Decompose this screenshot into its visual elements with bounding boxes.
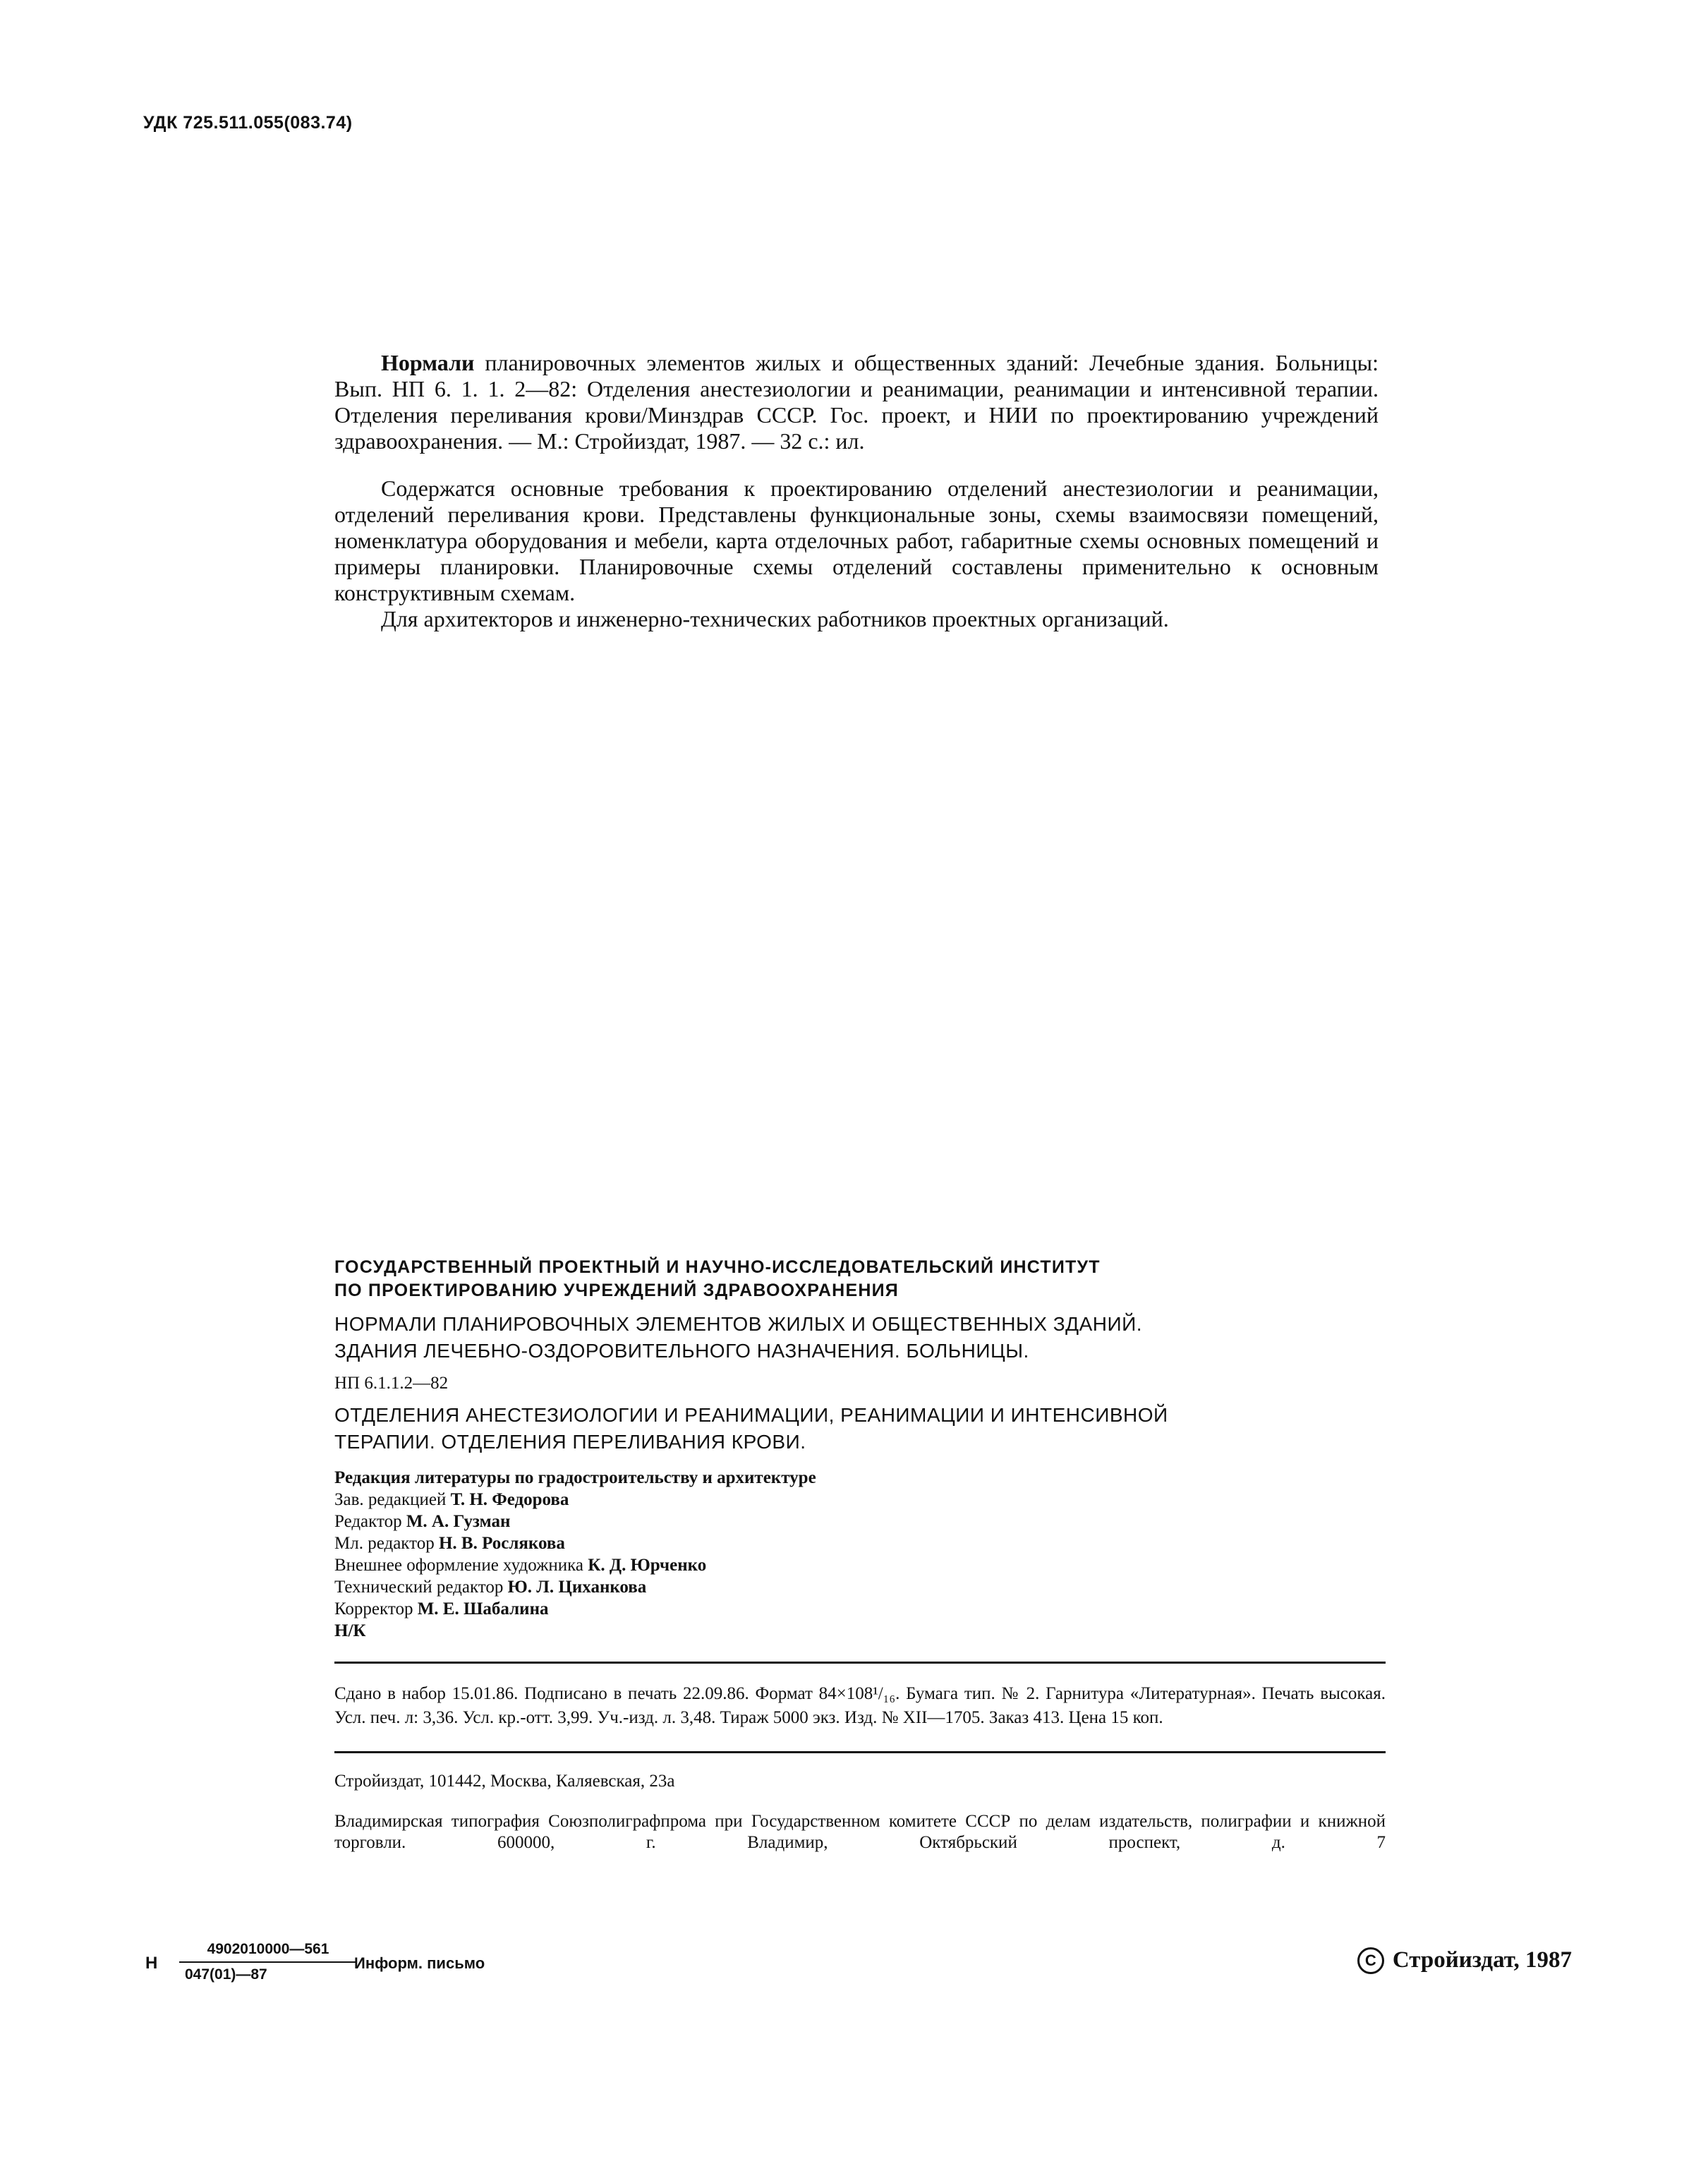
credit-name: М. Е. Шабалина: [417, 1599, 549, 1619]
print-details: Сдано в набор 15.01.86. Подписано в печать 22.09.86. Формат 84×108¹/₁₆. Бумага тип. № 2. Гарнитура «Литературная». Печать высокая. Усл. печ. л: 3,36. Усл. кр.-отт. 3,99. Уч.-изд. л. 3,48. Тираж 5000 экз. Изд. № XII—1705. Заказ 413. Цена 15 коп.: [334, 1684, 1386, 1727]
index-numerator: 4902010000—561: [207, 1941, 329, 1957]
divider: [334, 1751, 1386, 1753]
institute-name-line-2: ПО ПРОЕКТИРОВАНИЮ УЧРЕЖДЕНИЙ ЗДРАВООХРАНЕНИЯ: [334, 1281, 899, 1300]
series-title-line-2: ЗДАНИЯ ЛЕЧЕБНО-ОЗДОРОВИТЕЛЬНОГО НАЗНАЧЕНИЯ. БОЛЬНИЦЫ.: [334, 1340, 1029, 1362]
index-letter: Н: [145, 1954, 158, 1973]
credit-row: [334, 1532, 1386, 1554]
credits-list: [334, 1467, 1386, 1642]
norm-code: НП 6.1.1.2—82: [334, 1374, 449, 1393]
citation-lead-word: Нормали: [381, 350, 475, 375]
institute-name-line-1: ГОСУДАРСТВЕННЫЙ ПРОЕКТНЫЙ И НАУЧНО-ИССЛЕДОВАТЕЛЬСКИЙ ИНСТИТУТ: [334, 1257, 1101, 1277]
credit-row: [334, 1576, 1386, 1598]
copyright-text: Стройиздат, 1987: [1392, 1947, 1572, 1973]
credit-row: [334, 1554, 1386, 1576]
credit-role: Мл. редактор: [334, 1534, 435, 1553]
section-title-line-2: ТЕРАПИИ. ОТДЕЛЕНИЯ ПЕРЕЛИВАНИЯ КРОВИ.: [334, 1431, 806, 1453]
credit-role: Зав. редакцией: [334, 1490, 447, 1509]
credit-role: Редактор: [334, 1512, 402, 1531]
credit-row: [334, 1489, 1386, 1511]
section-title-line-1: ОТДЕЛЕНИЯ АНЕСТЕЗИОЛОГИИ И РЕАНИМАЦИИ, РЕАНИМАЦИИ И ИНТЕНСИВНОЙ: [334, 1404, 1168, 1426]
credit-row: [334, 1598, 1386, 1620]
index-fraction: [179, 1939, 357, 1985]
editorial-office: Редакция литературы по градостроительству и архитектуре: [334, 1468, 816, 1487]
credit-role: Корректор: [334, 1599, 413, 1619]
bibliographic-citation: [334, 350, 1379, 454]
imprint-block: [334, 1256, 1386, 1853]
credit-name: К. Д. Юрченко: [588, 1556, 707, 1575]
divider: [334, 1662, 1386, 1664]
credit-name: М. А. Гузман: [406, 1512, 511, 1531]
credit-role: Внешнее оформление художника: [334, 1556, 584, 1575]
copyright-icon: C: [1357, 1947, 1384, 1974]
fraction-bar: [179, 1961, 357, 1963]
printing-house: Владимирская типография Союзполиграфпрома при Государственном комитете СССР по делам издательств, полиграфии и книжной торговли. 600000, г. Владимир, Октябрьский проспект, д. 7: [334, 1812, 1386, 1852]
credit-name: Н. В. Рослякова: [438, 1534, 565, 1553]
credit-row: [334, 1511, 1386, 1532]
udk-code: УДК 725.511.055(083.74): [143, 113, 353, 133]
audience-paragraph: Для архитекторов и инженерно-технических работников проектных организаций.: [381, 606, 1169, 631]
credit-name: Ю. Л. Циханкова: [507, 1578, 647, 1597]
inform-letter-note: Информ. письмо: [354, 1954, 485, 1972]
annotation: [334, 350, 1379, 632]
summary-paragraph: Содержатся основные требования к проектированию отделений анестезиологии и реанимации, отделений переливания крови. Представлены функциональные зоны, схемы взаимосвязи помещений, номенклатура оборудования и мебели, карта отделочных работ, габаритные схемы основных помещений и примеры планировки. Планировочные схемы отделений составлены применительно к основным конструктивным схемам.: [334, 476, 1379, 605]
series-title-line-1: НОРМАЛИ ПЛАНИРОВОЧНЫХ ЭЛЕМЕНТОВ ЖИЛЫХ И ОБЩЕСТВЕННЫХ ЗДАНИЙ.: [334, 1313, 1143, 1335]
credit-name: Т. Н. Федорова: [450, 1490, 569, 1509]
index-denominator: 047(01)—87: [185, 1966, 267, 1983]
nk-mark: Н/К: [334, 1621, 366, 1640]
citation-text: планировочных элементов жилых и общественных зданий: Лечебные здания. Больницы: Вып. НП 6. 1. 1. 2—82: Отделения анестезиологии и реанимации, реанимации и интенсивной терапии. Отделения переливания крови/Минздрав СССР. Гос. проект, и НИИ по проектированию учреждений здравоохранения. — М.: Стройиздат, 1987. — 32 с.: ил.: [334, 350, 1379, 454]
copyright-notice: [1357, 1947, 1572, 1974]
publisher-address: Стройиздат, 101442, Москва, Каляевская, 23а: [334, 1772, 675, 1791]
credit-role: Технический редактор: [334, 1578, 504, 1597]
